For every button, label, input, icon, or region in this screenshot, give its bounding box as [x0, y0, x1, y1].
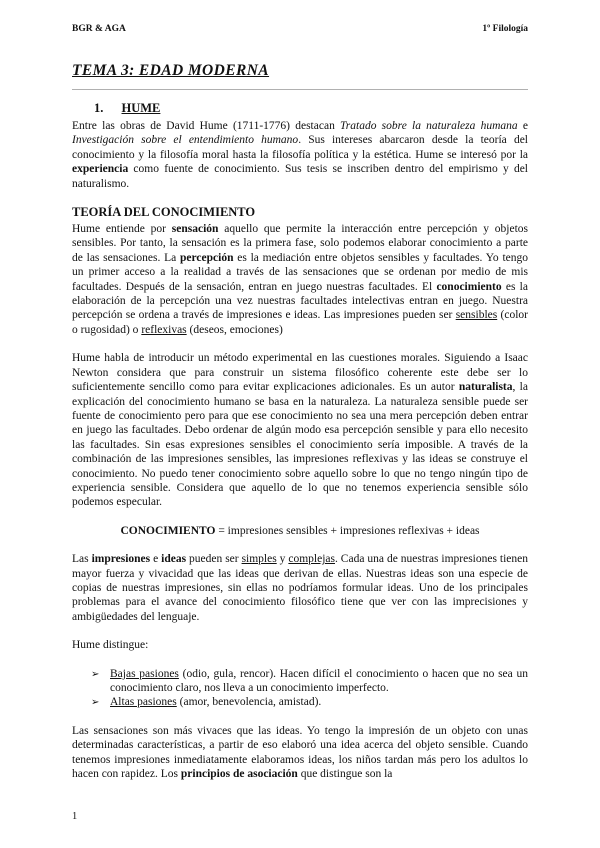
page-header — [72, 24, 528, 34]
formula-conocimiento: CONOCIMIENTO = impresiones sensibles + impresiones reflexivas + ideas — [120, 524, 480, 537]
list-item-text: Altas pasiones (amor, benevolencia, amistad). — [110, 696, 322, 709]
title-divider — [72, 89, 528, 90]
pasiones-list — [72, 667, 528, 710]
document-title: TEMA 3: EDAD MODERNA — [72, 62, 270, 79]
page-footer — [72, 811, 77, 822]
paragraph-impresiones: Las impresiones e ideas pueden ser simples y complejas. Cada una de nuestras impresiones tienen mayor fuerza y vivacidad que las ideas que derivan de ellas. Nuestras ideas son una especie de copias de nuestras impresiones, sin ellas no podríamos formular ideas. Uno de los principales problemas para el avance del conocimiento filosófico tiene que ver con las imprecisiones y ambigüedades del lenguaje. — [72, 553, 529, 623]
paragraph-teoria-2: Hume habla de introducir un método experimental en las cuestiones morales. Siguiendo a Isaac Newton considera que para construir un sistema filosófico coherente este debe ser lo suficientemente sencillo como para evitar explicaciones adicionales. Es un autor naturalista, la explicación del conocimiento humano se basa en la naturaleza. La naturaleza sensible puede ser fuente de conocimiento pero para que ese conocimiento no sea una mera percepción deben entrar en juego las facultades. Debo ordenar de algún modo esa percepción sensible y para ello necesito las facultades. Sin esas expresiones sensibles el conocimiento sería imposible. A través de la combinación de las impresiones sensibles, las impresiones reflexivas y las ideas se construye el conocimiento. No puedo tener conocimiento sobre aquello sobre lo que no tengo ningún tipo de experiencia sensible. Considera que aquello de lo que no tenemos experiencia sensible sólo podemos especular. — [72, 352, 528, 509]
paragraph-distingue-label: Hume distingue: — [72, 639, 149, 652]
section-label: HUME — [121, 101, 161, 115]
section-heading-hume — [72, 101, 528, 116]
list-item-bajas-pasiones — [72, 667, 528, 696]
list-item-text: Bajas pasiones (odio, gula, rencor). Hacen difícil el conocimiento o hacen que no sea un conocimiento claro, nos lleva a un conocimiento imperfecto. — [110, 667, 528, 694]
bullet-arrow-icon: ➢ — [91, 697, 100, 709]
section-number: 1. — [94, 101, 104, 115]
paragraph-hume-intro: Entre las obras de David Hume (1711-1776) destacan Tratado sobre la naturaleza humana e Investigación sobre el entendimiento humano. Sus intereses abarcaron desde la teoría del conocimiento y la filosofía moral hasta la filosofía política y la estética. Hume se interesó por la experiencia como fuente de conocimiento. Sus tesis se inscriben dentro del empirismo y del naturalismo. — [72, 120, 528, 190]
page-number: 1 — [72, 811, 78, 822]
paragraph-sensaciones: Las sensaciones son más vivaces que las ideas. Yo tengo la impresión de un objeto con unas determinadas características, a partir de eso elaboró una idea acerca del objeto sensible. Cuando tenemos impresiones inmediatamente elaboramos ideas, los niños tardan más pero los adultos lo hacen con rapidez. Los principios de asociación que distingue son la — [72, 724, 528, 781]
header-author: BGR & AGA — [72, 24, 126, 34]
list-item-altas-pasiones — [72, 695, 528, 709]
section-heading-teoria: TEORÍA DEL CONOCIMIENTO — [72, 205, 256, 220]
bullet-arrow-icon: ➢ — [91, 668, 100, 680]
paragraph-teoria-1: Hume entiende por sensación aquello que permite la interacción entre percepción y objetos sensibles. Por tanto, la sensación es la primera fase, solo podemos elaborar conocimiento a parte de las sensaciones. La percepción es la mediación entre objetos sensibles y facultades. Yo tengo un primer acceso a la realidad a través de las sensaciones que se ordenan por medio de mis facultades. Después de la sensación, entran en juego nuestras facultades. El conocimiento es la elaboración de la percepción una vez nuestras facultades intelectivas entran en juego. Nuestra percepción se ordena a través de impresiones e ideas. Las impresiones pueden ser sensibles (color o rugosidad) o reflexivas (deseos, emociones) — [72, 223, 529, 336]
header-course: 1º Filología — [482, 24, 528, 34]
